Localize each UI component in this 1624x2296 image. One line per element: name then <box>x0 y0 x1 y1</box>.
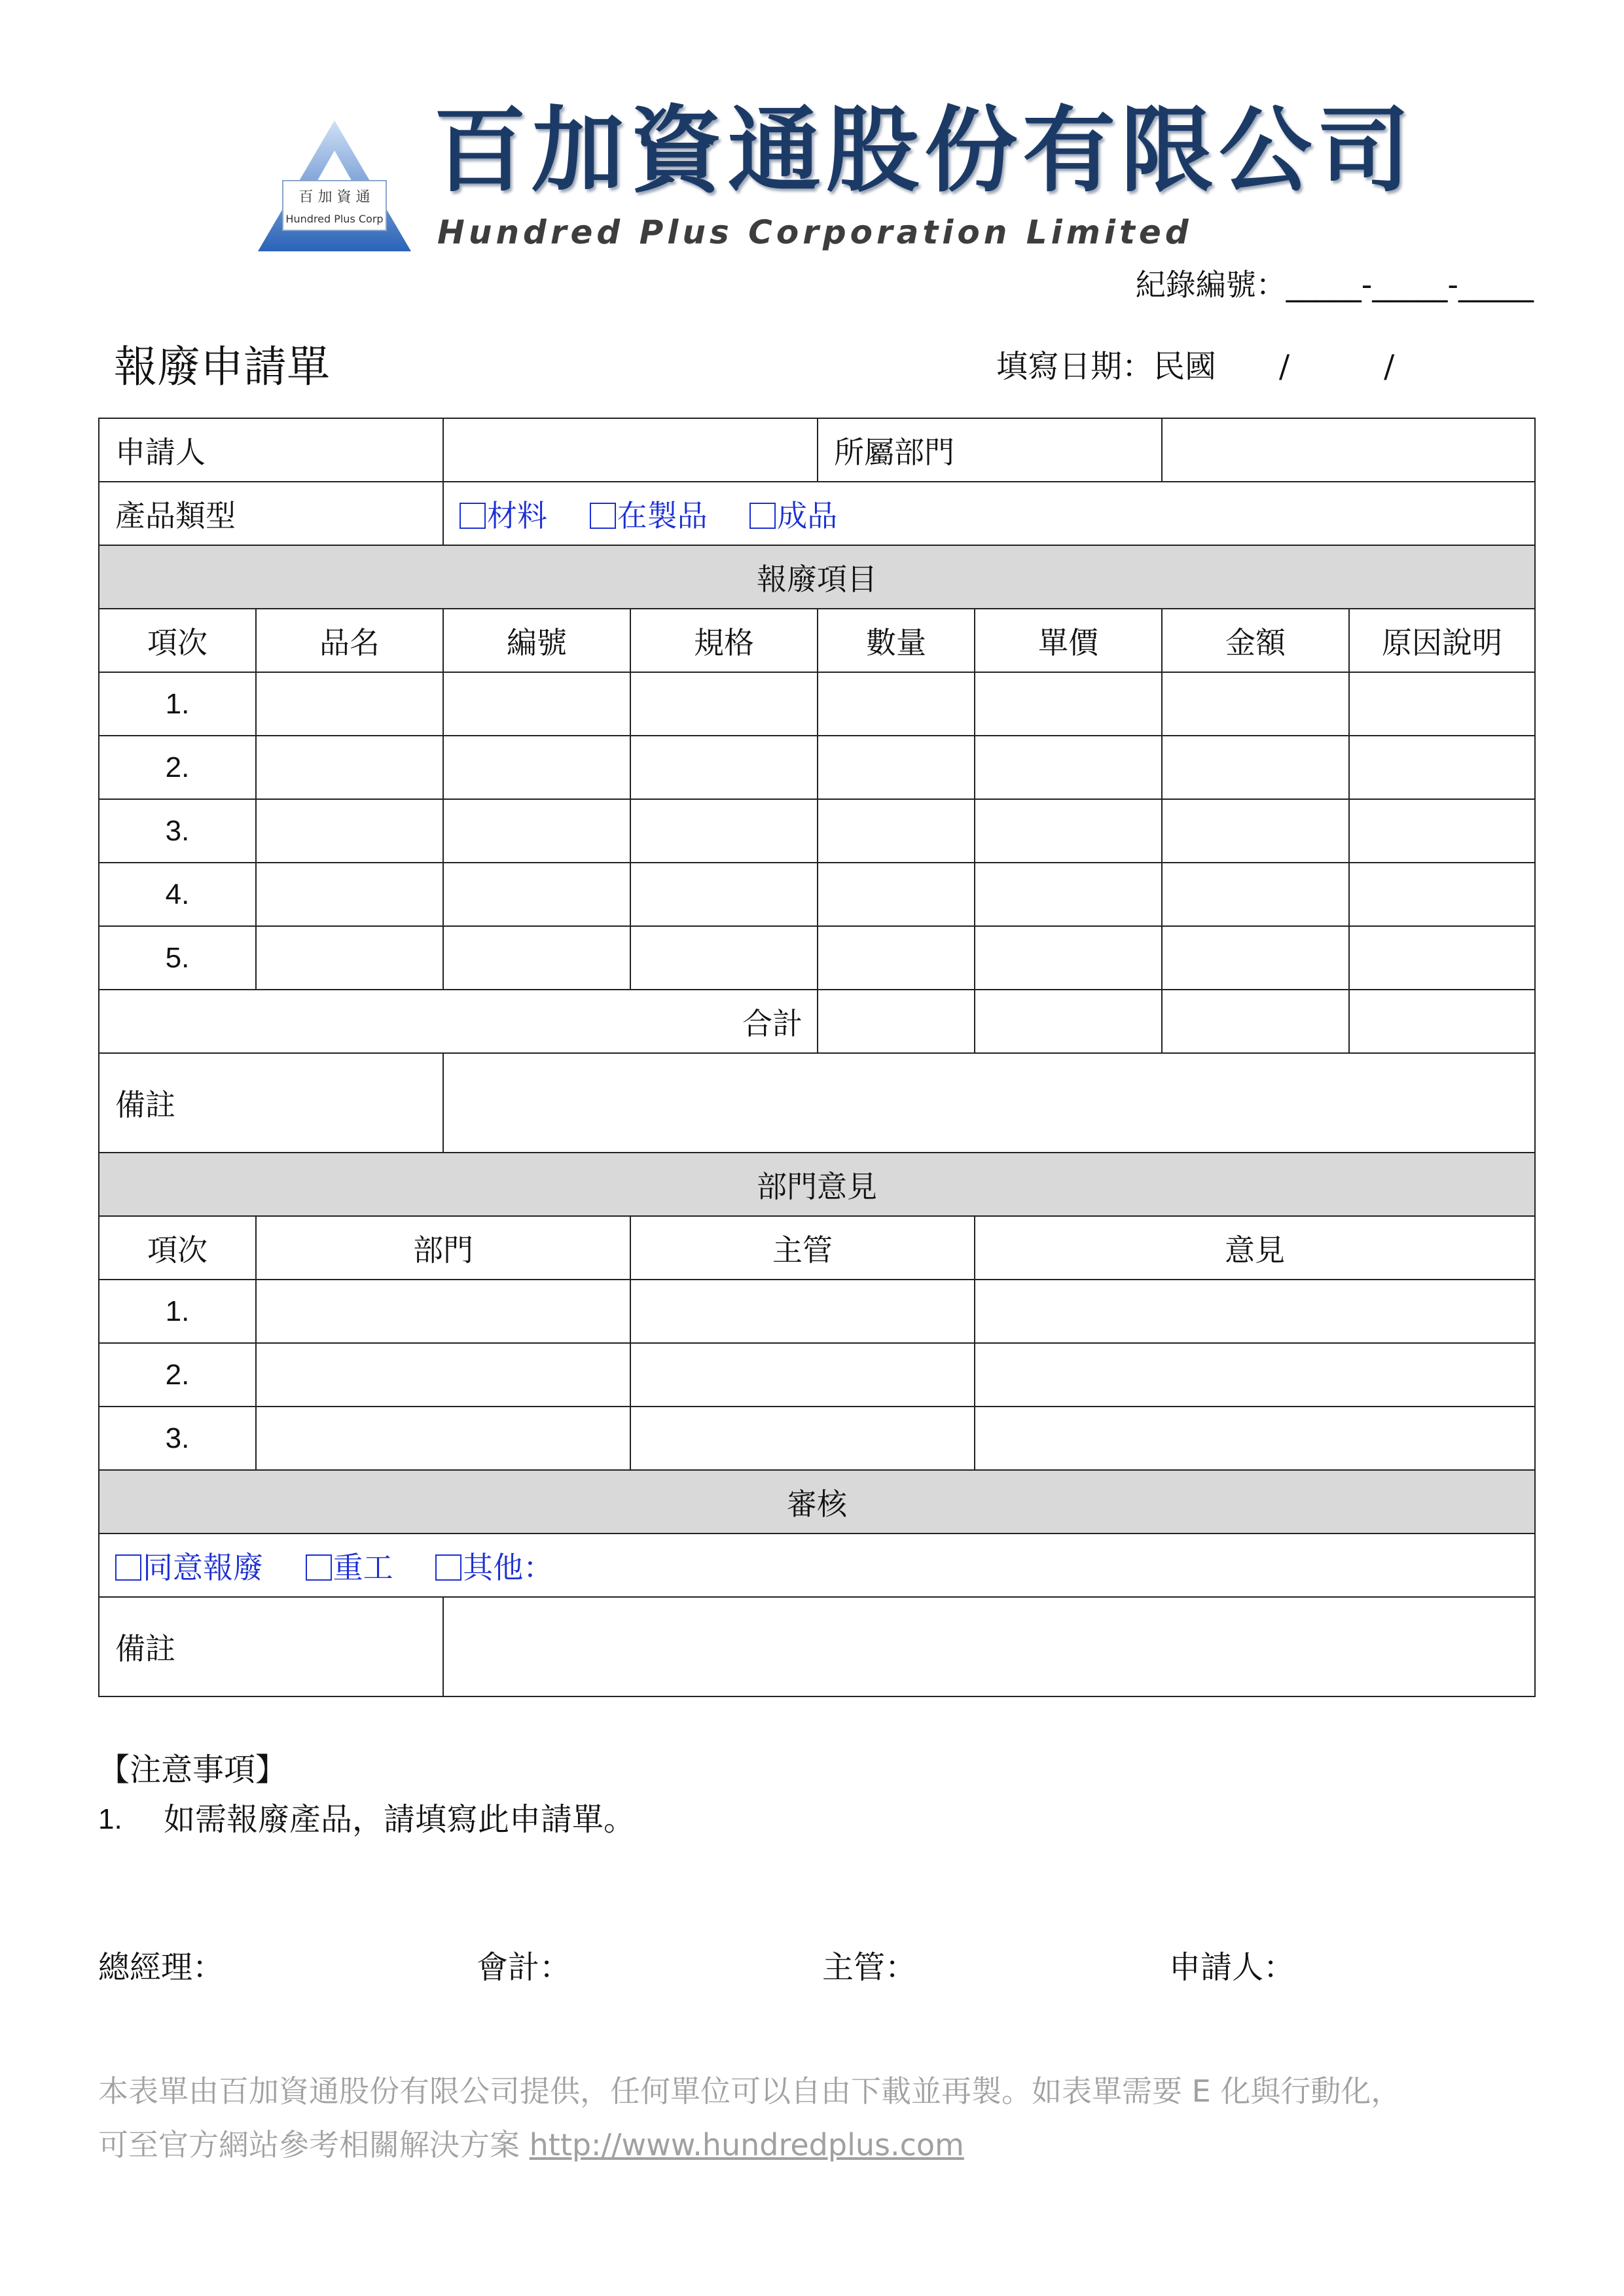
item-header-row <box>99 609 1535 672</box>
total-label: 合計 <box>99 990 818 1053</box>
cell[interactable] <box>630 736 818 799</box>
row-index: 5. <box>99 926 256 990</box>
table-row <box>99 1343 1535 1407</box>
cell[interactable] <box>443 672 630 736</box>
dept-section-title: 部門意見 <box>99 1153 1535 1216</box>
product-type-options <box>443 482 1535 545</box>
section-header <box>99 545 1535 609</box>
cell[interactable] <box>1162 863 1349 926</box>
footer-line-1: 本表單由百加資通股份有限公司提供，任何單位可以自由下載並再製。如表單需要 E 化與行動化， <box>98 2073 1401 2109</box>
cell[interactable] <box>1349 672 1535 736</box>
col-header-spec: 規格 <box>630 609 818 672</box>
total-row <box>99 990 1535 1053</box>
company-logo <box>257 118 412 255</box>
col-header-index: 項次 <box>99 609 256 672</box>
cell[interactable] <box>256 926 443 990</box>
checkbox-icon[interactable] <box>590 503 616 529</box>
signature-applicant[interactable]: 申請人： <box>1169 1949 1295 1986</box>
cell[interactable] <box>443 799 630 863</box>
table-row <box>99 672 1535 736</box>
col-header-name: 品名 <box>256 609 443 672</box>
table-row <box>99 1280 1535 1343</box>
total-qty-cell[interactable] <box>818 990 975 1053</box>
scrap-form-table <box>98 418 1536 1697</box>
cell[interactable] <box>256 672 443 736</box>
remark-label: 備註 <box>99 1053 443 1153</box>
col-header-supervisor: 主管 <box>630 1216 975 1280</box>
applicant-field[interactable] <box>443 418 818 482</box>
total-unit-price-cell[interactable] <box>975 990 1162 1053</box>
table-row <box>99 736 1535 799</box>
cell[interactable] <box>443 863 630 926</box>
cell[interactable] <box>630 1407 975 1470</box>
checkbox-icon[interactable] <box>435 1554 461 1581</box>
cell[interactable] <box>975 799 1162 863</box>
remark-row <box>99 1053 1535 1153</box>
row-index: 3. <box>99 1407 256 1470</box>
footer-line-2 <box>98 2127 964 2162</box>
review-section-title: 審核 <box>99 1470 1535 1534</box>
dept-field[interactable] <box>1162 418 1535 482</box>
signature-accounting[interactable]: 會計： <box>477 1949 571 1986</box>
section-header <box>99 1470 1535 1534</box>
cell[interactable] <box>975 1407 1535 1470</box>
table-row <box>99 1407 1535 1470</box>
table-row <box>99 799 1535 863</box>
note-text: 如需報廢產品，請填寫此申請單。 <box>164 1801 636 1838</box>
applicant-row <box>99 418 1535 482</box>
col-header-code: 編號 <box>443 609 630 672</box>
applicant-label: 申請人 <box>99 418 443 482</box>
product-type-row <box>99 482 1535 545</box>
logo-text-en: Hundred Plus Corp <box>285 213 384 225</box>
col-header-opinion: 意見 <box>975 1216 1535 1280</box>
checkbox-icon[interactable] <box>306 1554 332 1581</box>
total-reason-cell[interactable] <box>1349 990 1535 1053</box>
option-material[interactable]: 材料 <box>460 498 547 533</box>
signature-supervisor[interactable]: 主管： <box>822 1949 917 1986</box>
cell[interactable] <box>256 863 443 926</box>
cell[interactable] <box>256 1280 630 1343</box>
items-section-title: 報廢項目 <box>99 545 1535 609</box>
cell[interactable] <box>975 672 1162 736</box>
cell[interactable] <box>818 736 975 799</box>
cell[interactable] <box>818 926 975 990</box>
row-index: 2. <box>99 736 256 799</box>
cell[interactable] <box>818 672 975 736</box>
row-index: 4. <box>99 863 256 926</box>
cell[interactable] <box>1349 736 1535 799</box>
company-name-cn: 百加資通股份有限公司 <box>433 97 1415 205</box>
cell[interactable] <box>630 1280 975 1343</box>
option-other[interactable]: 其他： <box>435 1550 553 1585</box>
footer-text: 可至官方網站參考相關解決方案 <box>98 2127 530 2162</box>
company-name-en: Hundred Plus Corporation Limited <box>437 213 1193 251</box>
record-number[interactable]: 紀錄編號：_____-_____-_____ <box>1135 267 1534 302</box>
row-index: 1. <box>99 672 256 736</box>
notes-title: 【注意事項】 <box>98 1751 287 1788</box>
cell[interactable] <box>818 799 975 863</box>
row-index: 3. <box>99 799 256 863</box>
cell[interactable] <box>818 863 975 926</box>
cell[interactable] <box>975 1343 1535 1407</box>
dept-header-row <box>99 1216 1535 1280</box>
col-header-index: 項次 <box>99 1216 256 1280</box>
row-index: 2. <box>99 1343 256 1407</box>
col-header-unit-price: 單價 <box>975 609 1162 672</box>
cell[interactable] <box>975 736 1162 799</box>
signature-general-manager[interactable]: 總經理： <box>98 1949 225 1986</box>
review-remark-label: 備註 <box>99 1597 443 1696</box>
cell[interactable] <box>630 672 818 736</box>
row-index: 1. <box>99 1280 256 1343</box>
table-row <box>99 926 1535 990</box>
remark-field[interactable] <box>443 1053 1535 1153</box>
cell[interactable] <box>1349 799 1535 863</box>
checkbox-icon[interactable] <box>749 503 776 529</box>
cell[interactable] <box>1349 926 1535 990</box>
col-header-qty: 數量 <box>818 609 975 672</box>
note-number: 1. <box>98 1803 122 1835</box>
cell[interactable] <box>256 799 443 863</box>
product-type-label: 產品類型 <box>99 482 443 545</box>
review-options <box>99 1534 1535 1597</box>
review-remark-row <box>99 1597 1535 1696</box>
cell[interactable] <box>1162 736 1349 799</box>
review-remark-field[interactable] <box>443 1597 1535 1696</box>
checkbox-icon[interactable] <box>115 1554 141 1581</box>
col-header-department: 部門 <box>256 1216 630 1280</box>
option-wip[interactable]: 在製品 <box>590 498 708 533</box>
section-header <box>99 1153 1535 1216</box>
cell[interactable] <box>975 926 1162 990</box>
logo-text-cn: 百 加 資 通 <box>298 189 370 206</box>
cell[interactable] <box>443 736 630 799</box>
col-header-amount: 金額 <box>1162 609 1349 672</box>
cell[interactable] <box>630 1343 975 1407</box>
cell[interactable] <box>1162 799 1349 863</box>
website-link[interactable]: http://www.hundredplus.com <box>529 2127 964 2162</box>
cell[interactable] <box>1349 863 1535 926</box>
form-title: 報廢申請單 <box>114 342 330 392</box>
cell[interactable] <box>975 863 1162 926</box>
review-options-row <box>99 1534 1535 1597</box>
cell[interactable] <box>630 863 818 926</box>
cell[interactable] <box>975 1280 1535 1343</box>
cell[interactable] <box>1162 672 1349 736</box>
cell[interactable] <box>443 926 630 990</box>
total-amount-cell[interactable] <box>1162 990 1349 1053</box>
cell[interactable] <box>630 799 818 863</box>
cell[interactable] <box>1162 926 1349 990</box>
cell[interactable] <box>630 926 818 990</box>
option-rework[interactable]: 重工 <box>306 1550 393 1585</box>
option-approve-scrap[interactable]: 同意報廢 <box>115 1550 263 1585</box>
cell[interactable] <box>256 736 443 799</box>
checkbox-icon[interactable] <box>460 503 486 529</box>
table-row <box>99 863 1535 926</box>
option-finished[interactable]: 成品 <box>749 498 837 533</box>
fill-date-field[interactable]: 填寫日期：民國 / / <box>996 348 1395 385</box>
cell[interactable] <box>256 1407 630 1470</box>
col-header-reason: 原因說明 <box>1349 609 1535 672</box>
dept-label: 所屬部門 <box>818 418 1162 482</box>
cell[interactable] <box>256 1343 630 1407</box>
